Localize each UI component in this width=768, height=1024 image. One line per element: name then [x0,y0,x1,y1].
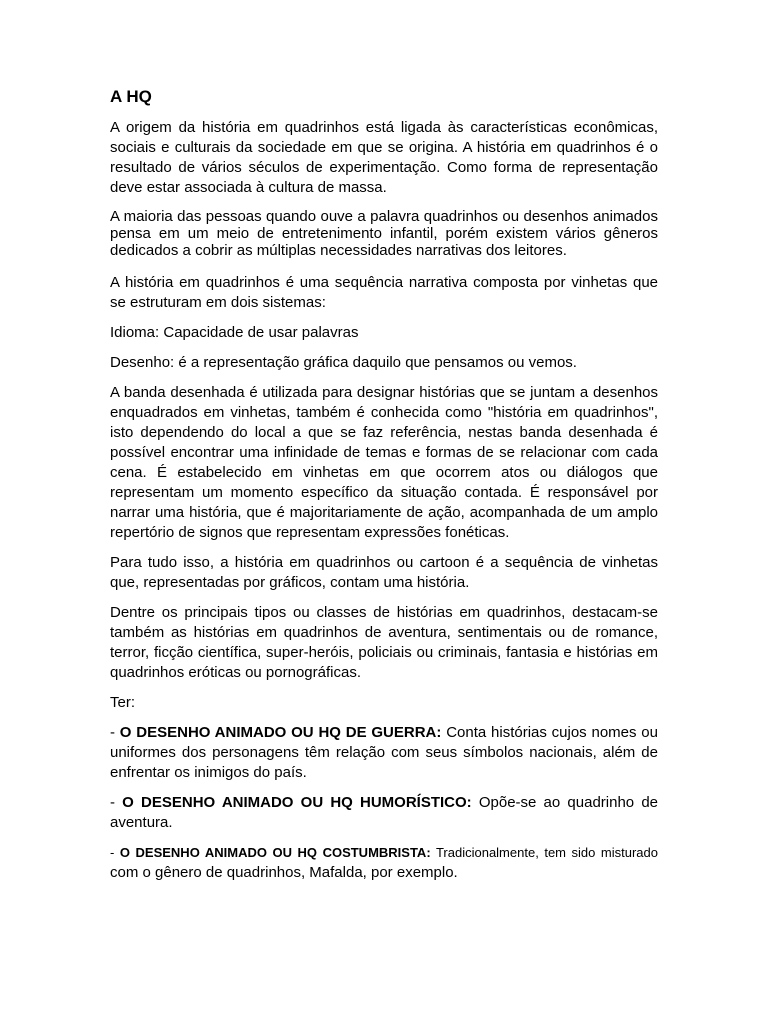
item-text-costumbrista: com o gênero de quadrinhos, Mafalda, por exemplo. [110,864,458,881]
item-text-costumbrista-small: Tradicionalmente, tem sido misturado [430,845,658,860]
paragraph-sequence: A história em quadrinhos é uma sequência narrativa composta por vinhetas que se estruturam em dois sistemas: [110,274,658,311]
item-heading-costumbrista: O DESENHO ANIMADO OU HQ COSTUMBRISTA: [119,845,431,860]
paragraph-majority: A maioria das pessoas quando ouve a palavra quadrinhos ou desenhos animados pensa em um meio de entretenimento infantil, porém existem vários gêneros dedicados a cobrir as múltiplas necessidades narrativas dos leitores. [110,208,658,259]
item-heading-guerra: O DESENHO ANIMADO OU HQ DE GUERRA: [119,724,442,741]
paragraph-cartoon: Para tudo isso, a história em quadrinhos ou cartoon é a sequência de vinhetas que, representadas por gráficos, contam uma história. [110,554,658,591]
list-item-costumbrista [110,843,658,883]
paragraph-desenho: Desenho: é a representação gráfica daquilo que pensamos ou vemos. [110,354,577,371]
list-item-humoristico [110,793,658,833]
item-heading-humoristico: O DESENHO ANIMADO OU HQ HUMORÍSTICO: [122,794,472,811]
item-dash: - [110,794,123,811]
item-dash: - [110,845,120,860]
item-dash: - [110,724,120,741]
paragraph-origin: A origem da história em quadrinhos está ligada às características econômicas, sociais e culturais da sociedade em que se origina. A história em quadrinhos é o resultado de vários séculos de experimentação. Como forma de representação deve estar associada à cultura de massa. [110,119,658,196]
document-page [110,86,658,893]
paragraph-idioma: Idioma: Capacidade de usar palavras [110,324,359,341]
list-item-guerra [110,723,658,783]
item-text-guerra: Conta histórias cujos nomes ou uniformes dos personagens têm relação com seus símbolos nacionais, além de enfrentar os inimigos do país. [110,724,658,781]
paragraph-banda-desenhada: A banda desenhada é utilizada para designar histórias que se juntam a desenhos enquadrados em vinhetas, também é conhecida como "história em quadrinhos", isto dependendo do local a que se faz referência, nestas banda desenhada é possível encontrar uma infinidade de temas e formas de se relacionar com cada cena. É estabelecido em vinhetas em que ocorrem atos ou diálogos que representam um momento específico da situação contada. É responsável por narrar uma história, que é majoritariamente de ação, acompanhada de um amplo repertório de signos que representam expressões fonéticas. [110,384,658,541]
paragraph-ter: Ter: [110,694,136,711]
item-text-humoristico: Opõe-se ao quadrinho de aventura. [110,794,658,831]
document-title: A HQ [110,87,152,106]
paragraph-types: Dentre os principais tipos ou classes de histórias em quadrinhos, destacam-se também as histórias em quadrinhos de aventura, sentimentais ou de romance, terror, ficção científica, super-heróis, policiais ou criminais, fantasia e histórias em quadrinhos eróticas ou pornográficas. [110,604,658,681]
